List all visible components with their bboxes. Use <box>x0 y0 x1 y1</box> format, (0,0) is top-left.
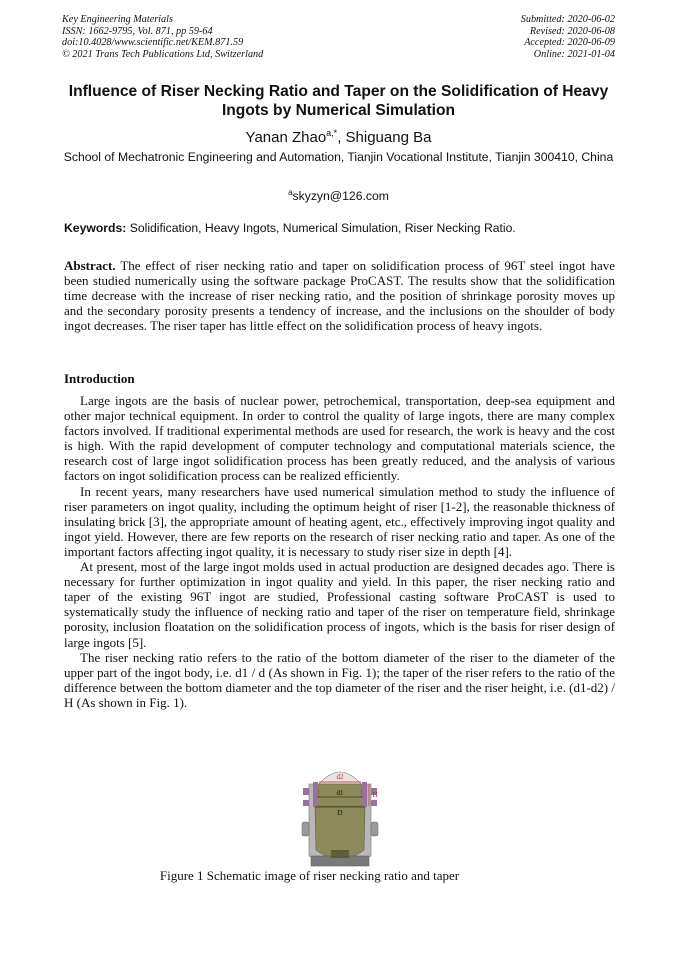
paragraph: In recent years, many researchers have used numerical simulation method to study the influence of riser parameters on ingot quality, including the optimum height of riser [1-2], the reasonable thickness of insulating brick [3], the appropriate amount of heating agent, etc., effectively improving ingot quality and ingot yield. However, there are few reports on the research of riser necking ratio and taper. As one of the important factors affecting ingot quality, it is necessary to study riser size in depth [4]. <box>64 483 615 559</box>
mould-lug <box>371 800 377 806</box>
ingot-schematic-figure <box>295 760 385 868</box>
date-online: Online: 2021-01-04 <box>533 48 615 60</box>
paper-title: Influence of Riser Necking Ratio and Taper on the Solidification of Heavy Ingots by Numerical Simulation <box>68 83 609 119</box>
insulation-sleeve <box>313 782 318 807</box>
abstract-label: Abstract. <box>64 258 116 273</box>
journal-meta <box>62 14 263 60</box>
keywords-label: Keywords: <box>64 221 127 235</box>
mould-lug <box>303 800 309 806</box>
keywords-text: Solidification, Heavy Ingots, Numerical Simulation, Riser Necking Ratio. <box>126 221 516 235</box>
abstract-text: The effect of riser necking ratio and taper on solidification process of 96T steel ingot have been studied numerically using the software package ProCAST. The results show that the solidification time decrease with the increase of riser necking ratio, and the position of shrinkage porosity moves up and the secondary porosity presents a tendency of increase, and the inclusions on the shoulder of body ingot decreases. The riser taper has little effect on the solidification process of heavy ingots. <box>64 258 615 334</box>
submission-dates <box>521 14 615 60</box>
bottom-plug <box>331 850 349 858</box>
label-d2: d2 <box>336 773 344 781</box>
affiliation: School of Mechatronic Engineering and Automation, Tianjin Vocational Institute, Tianjin 300410, China <box>63 150 614 164</box>
date-accepted: Accepted: 2020-06-09 <box>524 37 615 49</box>
label-h: H <box>372 791 378 799</box>
journal-name: Key Engineering Materials <box>62 14 173 25</box>
mould-lug <box>371 822 378 836</box>
insulation-sleeve <box>362 782 367 807</box>
date-submitted: Submitted: 2020-06-02 <box>520 14 615 25</box>
author-separator: , <box>337 129 346 146</box>
keywords <box>64 221 616 236</box>
author-name: Yanan Zhao <box>245 129 327 146</box>
contact-email <box>62 185 615 204</box>
paragraph: At present, most of the large ingot molds used in actual production are designed decades ago. There is necessary for further optimization in ingot quality and yield. In this paper, the riser necking ratio and taper of the existing 96T ingot are studied, Professional casting software ProCAST is used to systematically study the influence of necking ratio and taper of the riser on temperature field, shrinkage porosity, inclusion floatation on the solidification process of ingots, which is the basis for riser design of large ingots [5]. <box>64 559 615 650</box>
journal-copyright: © 2021 Trans Tech Publications Ltd, Switzerland <box>62 48 264 60</box>
date-revised: Revised: 2020-06-08 <box>529 25 615 37</box>
mould-lug <box>302 822 309 836</box>
mould-lug <box>303 788 309 795</box>
email-mark: a <box>288 188 293 197</box>
paragraph: The riser necking ratio refers to the ratio of the bottom diameter of the riser to the diameter of the upper part of the ingot body, i.e. d1 / d (As shown in Fig. 1); the taper of the riser refers to the ratio of the difference between the bottom diameter and the top diameter of the riser and the riser height, i.e. (d1-d2) / H (As shown in Fig. 1). <box>64 649 615 710</box>
figure-caption <box>64 868 615 883</box>
author-name: Shiguang Ba <box>345 129 432 146</box>
author-affiliation-mark: a,* <box>326 128 338 138</box>
author-line <box>62 124 615 147</box>
label-d1: d1 <box>336 789 344 797</box>
email-address[interactable]: skyzyn@126.com <box>292 189 389 204</box>
introduction-body <box>64 393 615 710</box>
abstract <box>64 258 615 333</box>
section-heading-introduction: Introduction <box>64 371 135 386</box>
paragraph: Large ingots are the basis of nuclear power, petrochemical, transportation, deep-sea equipment and other major technical equipment. In order to control the quality of large ingots, there are many complex factors involved. If traditional experimental methods are used for research, the work is heavy and the cost is high. With the rapid development of computer technology and computational materials science, the research cost of large ingot solidification process has been greatly reduced, and the analysis of various factors on ingot solidification process can be realized efficiently. <box>64 393 615 484</box>
journal-doi[interactable]: doi:10.4028/www.scientific.net/KEM.871.59 <box>62 37 244 49</box>
label-d: D <box>337 809 343 817</box>
journal-issn: ISSN: 1662-9795, Vol. 871, pp 59-64 <box>62 25 213 37</box>
figure-caption-text: Figure 1 Schematic image of riser necking ratio and taper <box>159 868 460 883</box>
